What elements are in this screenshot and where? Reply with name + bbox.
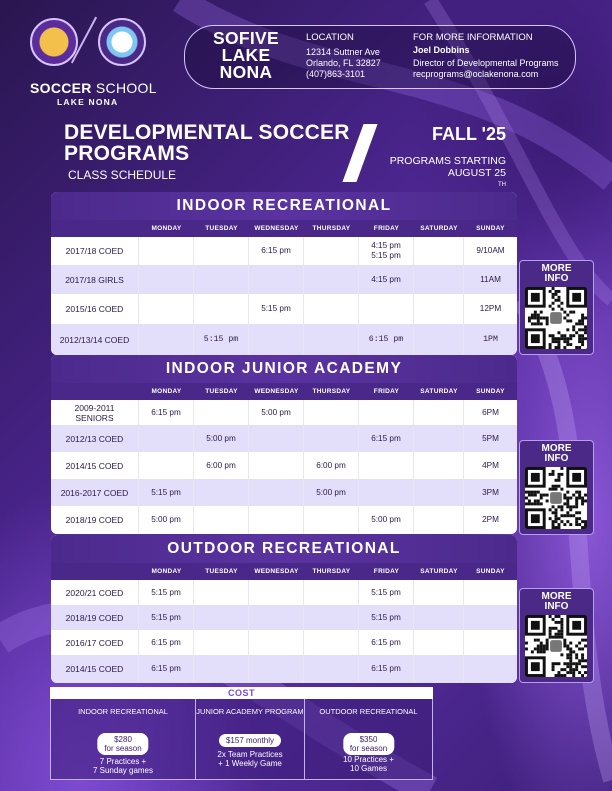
cost-column-title: INDOOR RECREATIONAL xyxy=(78,707,168,716)
phone-number[interactable]: (407)863-3101 xyxy=(306,69,366,79)
day-header-row: MONDAY TUESDAY WEDNESDAY THURSDAY FRIDAY SATURDAY SUNDAY xyxy=(51,220,517,237)
table-row: 2016/17 COED 6:15 pm 6:15 pm xyxy=(51,630,517,655)
table-row: 2012/13/14 COED 5:15 pm 6:15 pm 1PM xyxy=(51,324,517,355)
price-badge: $350 for season xyxy=(343,733,394,755)
qr-code-icon xyxy=(525,287,587,349)
qr-code-icon xyxy=(525,467,587,529)
table-row: 2012/13 COED 5:00 pm 6:15 pm 5PM xyxy=(51,425,517,452)
price-badge: $280 for season xyxy=(97,733,148,755)
contact-name: Joel Dobbins xyxy=(413,45,470,55)
contact-banner xyxy=(184,25,576,89)
orlando-city-crest-icon xyxy=(30,18,78,66)
section-title: OUTDOOR RECREATIONAL xyxy=(51,535,517,563)
qr-label: MORE INFO xyxy=(541,591,572,612)
table-row: 2016-2017 COED 5:15 pm 5:00 pm 3PM xyxy=(51,479,517,506)
more-info-qr-outdoor-recreational[interactable] xyxy=(519,588,594,683)
indoor-junior-academy-schedule xyxy=(51,355,517,534)
cost-note: 7 Practices + 7 Sunday games xyxy=(92,757,154,775)
address-line-1: 12314 Suttner Ave xyxy=(306,47,380,57)
page-title: DEVELOPMENTAL SOCCER PROGRAMS xyxy=(64,121,350,165)
table-row: 2009-2011 SENIORS 6:15 pm 5:00 pm 6PM xyxy=(51,400,517,425)
season-label: FALL '25 xyxy=(432,124,506,144)
orlando-pride-crest-icon xyxy=(98,18,146,66)
cost-note: 10 Practices + 10 Games xyxy=(343,755,394,773)
more-info-qr-indoor-recreational[interactable] xyxy=(519,260,594,355)
table-row: 2017/18 GIRLS 4:15 pm 11AM xyxy=(51,265,517,294)
cost-column-title: JUNIOR ACADEMY PROGRAM xyxy=(196,707,304,716)
brand-logo xyxy=(30,18,157,108)
page-subtitle: CLASS SCHEDULE xyxy=(68,168,177,182)
location-heading: LOCATION xyxy=(306,32,354,43)
venue-name: SOFIVE LAKE NONA xyxy=(213,28,279,82)
table-row: 2018/19 COED 5:00 pm 5:00 pm 2PM xyxy=(51,506,517,534)
cost-column-title: OUTDOOR RECREATIONAL xyxy=(319,707,418,716)
table-row: 2018/19 COED 5:15 pm 5:15 pm xyxy=(51,605,517,630)
qr-code-icon xyxy=(525,615,587,677)
outdoor-recreational-schedule xyxy=(51,535,517,683)
section-title: INDOOR JUNIOR ACADEMY xyxy=(51,355,517,383)
price-badge: $157 monthly xyxy=(219,734,281,747)
brand-title: SOCCER SCHOOL xyxy=(30,80,157,96)
cost-note: 2x Team Practices + 1 Weekly Game xyxy=(217,750,283,768)
cost-junior-academy xyxy=(195,699,305,780)
day-header-row: MONDAY TUESDAY WEDNESDAY THURSDAY FRIDAY SATURDAY SUNDAY xyxy=(51,383,517,400)
more-info-qr-junior-academy[interactable] xyxy=(519,440,594,535)
address-line-2: Orlando, FL 32827 xyxy=(306,58,381,68)
table-row: 2014/15 COED 6:00 pm 6:00 pm 4PM xyxy=(51,452,517,479)
table-row: 2020/21 COED 5:15 pm 5:15 pm xyxy=(51,580,517,605)
info-heading: FOR MORE INFORMATION xyxy=(413,32,533,43)
cost-heading: COST xyxy=(50,687,433,699)
cost-indoor-recreational xyxy=(50,699,196,780)
table-row: 2014/15 COED 6:15 pm 6:15 pm xyxy=(51,655,517,683)
contact-email[interactable]: recprograms@oclakenona.com xyxy=(413,69,539,79)
contact-role: Director of Developmental Programs xyxy=(413,58,559,68)
table-row: 2017/18 COED 6:15 pm 4:15 pm 5:15 pm 9/10AM xyxy=(51,237,517,265)
table-row: 2015/16 COED 5:15 pm 12PM xyxy=(51,294,517,324)
brand-subtitle: LAKE NONA xyxy=(57,97,119,107)
qr-label: MORE INFO xyxy=(541,443,572,464)
cost-outdoor-recreational xyxy=(304,699,433,780)
indoor-recreational-schedule xyxy=(51,192,517,355)
section-title: INDOOR RECREATIONAL xyxy=(51,192,517,220)
qr-label: MORE INFO xyxy=(541,263,572,284)
day-header-row: MONDAY TUESDAY WEDNESDAY THURSDAY FRIDAY SATURDAY SUNDAY xyxy=(51,563,517,580)
start-date: PROGRAMS STARTING AUGUST 25 $^{TH}$ xyxy=(389,155,506,188)
cost-panel xyxy=(50,687,433,779)
